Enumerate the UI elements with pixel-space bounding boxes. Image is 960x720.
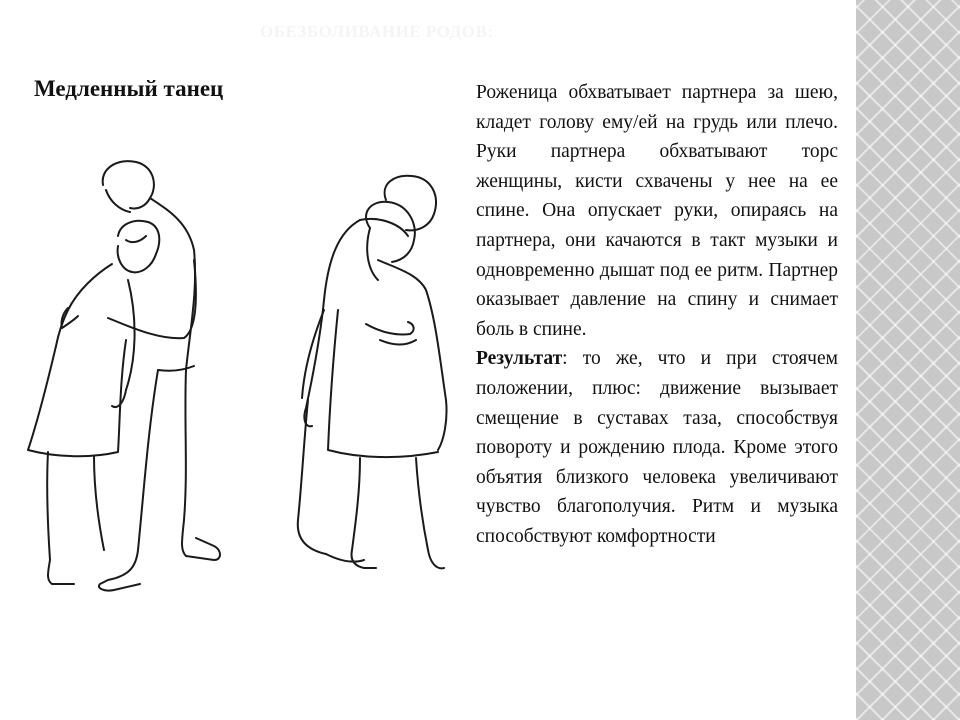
result-text: : то же, что и при стоячем положении, плюс: движение вызывает смещение в суставах таза, способствуя повороту и рождению плода. Кроме этого объятия близкого человека увеличивают чувство благополучия. Ритм и музыка способствуют комфортности — [476, 348, 838, 547]
description-text — [476, 78, 838, 552]
slide-title: ОБЕЗБОЛИВАНИЕ РОДОВ: — [260, 22, 494, 41]
result-label: Результат — [476, 348, 563, 370]
result-paragraph — [476, 344, 838, 551]
description-paragraph: Роженица обхватывает партнера за шею, кладет голову ему/ей на грудь или плечо. Руки партнера обхватывают торс женщины, кисти схвачены у нее на ее спине. Она опускает руки, опираясь на партнера, они качаются в такт музыки и одновременно дышат под ее ритм. Партнер оказывает давление на спину и снимает боль в спине. — [476, 82, 838, 340]
slow-dance-illustration — [8, 140, 458, 610]
decorative-side-panel — [856, 0, 960, 720]
couple-front-figure — [28, 161, 220, 590]
couple-back-figure — [298, 176, 447, 569]
section-heading: Медленный танец — [34, 76, 224, 101]
